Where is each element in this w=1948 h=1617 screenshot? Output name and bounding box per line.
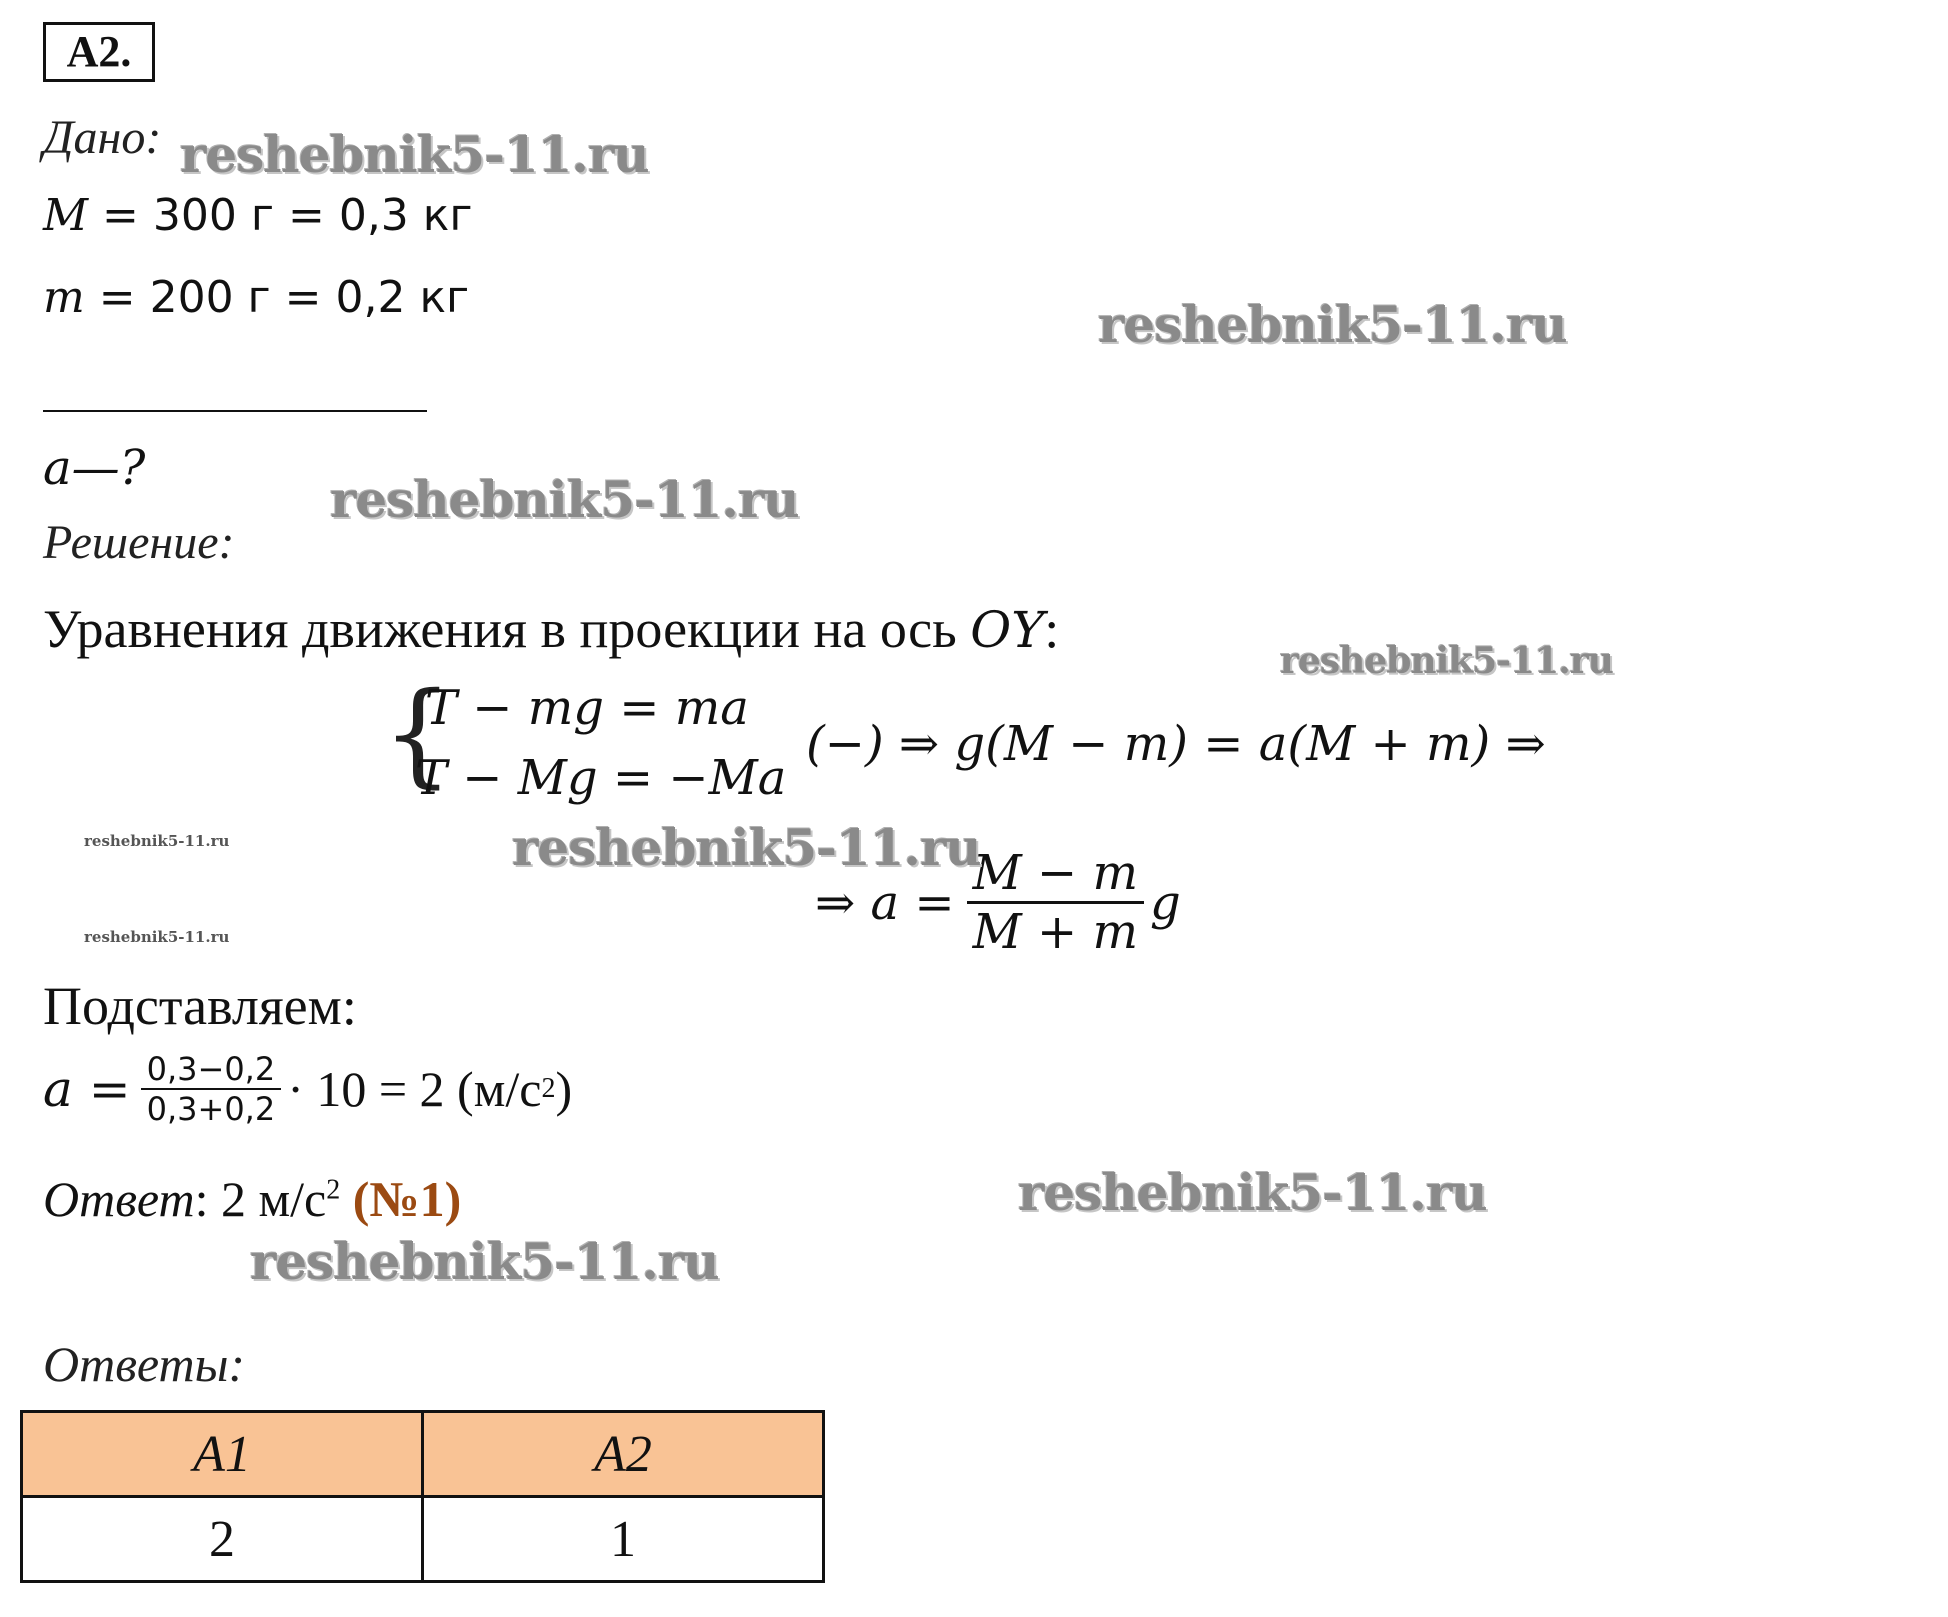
result-prefix: ⇒ a = xyxy=(815,874,955,931)
given-heading: Дано: xyxy=(43,111,162,164)
solution-heading: Решение: xyxy=(43,516,235,569)
answer-line xyxy=(43,1170,461,1228)
watermark: reshebnik5-11.ru xyxy=(330,470,799,529)
given-value-M: = 300 г = 0,3 кг xyxy=(88,190,473,241)
calculation-line xyxy=(43,1050,572,1128)
watermark: reshebnik5-11.ru xyxy=(84,832,230,850)
answer-label: Ответ xyxy=(43,1171,195,1227)
watermark: reshebnik5-11.ru xyxy=(84,928,230,946)
find-quantity: a—? xyxy=(43,440,146,496)
table-cell: 1 xyxy=(423,1497,824,1582)
combine-equation: (−) ⇒ g(M − m) = a(M + m) ⇒ xyxy=(806,716,1546,772)
calc-close: ) xyxy=(555,1061,573,1117)
answer-exponent: 2 xyxy=(326,1174,341,1206)
substitute-heading: Подставляем: xyxy=(43,976,357,1036)
result-fraction xyxy=(967,845,1144,960)
given-value-m: = 200 г = 0,2 кг xyxy=(84,272,470,323)
given-mass-M xyxy=(43,190,472,241)
system-equation-1: T − mg = ma xyxy=(425,680,749,736)
watermark: reshebnik5-11.ru xyxy=(1018,1163,1487,1222)
watermark: reshebnik5-11.ru xyxy=(512,818,981,877)
watermark: reshebnik5-11.ru xyxy=(1280,640,1613,682)
answers-table xyxy=(20,1410,825,1583)
watermark: reshebnik5-11.ru xyxy=(1098,295,1567,354)
table-header-row xyxy=(22,1412,824,1497)
watermark: reshebnik5-11.ru xyxy=(180,125,649,184)
calc-exponent: 2 xyxy=(541,1073,556,1104)
system-brace: { xyxy=(382,669,454,799)
calc-suffix: · 10 = 2 (м/с xyxy=(287,1061,542,1117)
given-var-M: M xyxy=(43,190,89,241)
system-equation-2: T − Mg = −Ma xyxy=(415,750,787,806)
intro-colon: : xyxy=(1044,599,1060,659)
table-row xyxy=(22,1497,824,1582)
table-header-cell: A1 xyxy=(22,1412,423,1497)
answer-choice: (№1) xyxy=(352,1171,462,1227)
table-header-cell: A2 xyxy=(423,1412,824,1497)
result-denominator: M + m xyxy=(972,904,1138,960)
result-numerator: M − m xyxy=(972,845,1138,901)
answers-heading: Ответы: xyxy=(43,1336,246,1392)
intro-text: Уравнения движения в проекции на ось xyxy=(43,599,971,659)
watermark: reshebnik5-11.ru xyxy=(250,1232,719,1291)
answer-value: : 2 м/с xyxy=(194,1171,327,1227)
table-cell: 2 xyxy=(22,1497,423,1582)
solution-intro xyxy=(43,598,1059,660)
calc-fraction xyxy=(141,1050,282,1128)
intro-axis: OY xyxy=(970,601,1045,659)
calc-prefix: a = xyxy=(43,1060,131,1118)
given-mass-m xyxy=(43,272,469,323)
calc-numerator: 0,3−0,2 xyxy=(146,1050,276,1088)
given-divider xyxy=(43,410,427,412)
given-var-m: m xyxy=(43,272,85,323)
calc-denominator: 0,3+0,2 xyxy=(146,1090,276,1128)
result-suffix: g xyxy=(1149,874,1181,931)
problem-label: A2. xyxy=(43,22,155,82)
